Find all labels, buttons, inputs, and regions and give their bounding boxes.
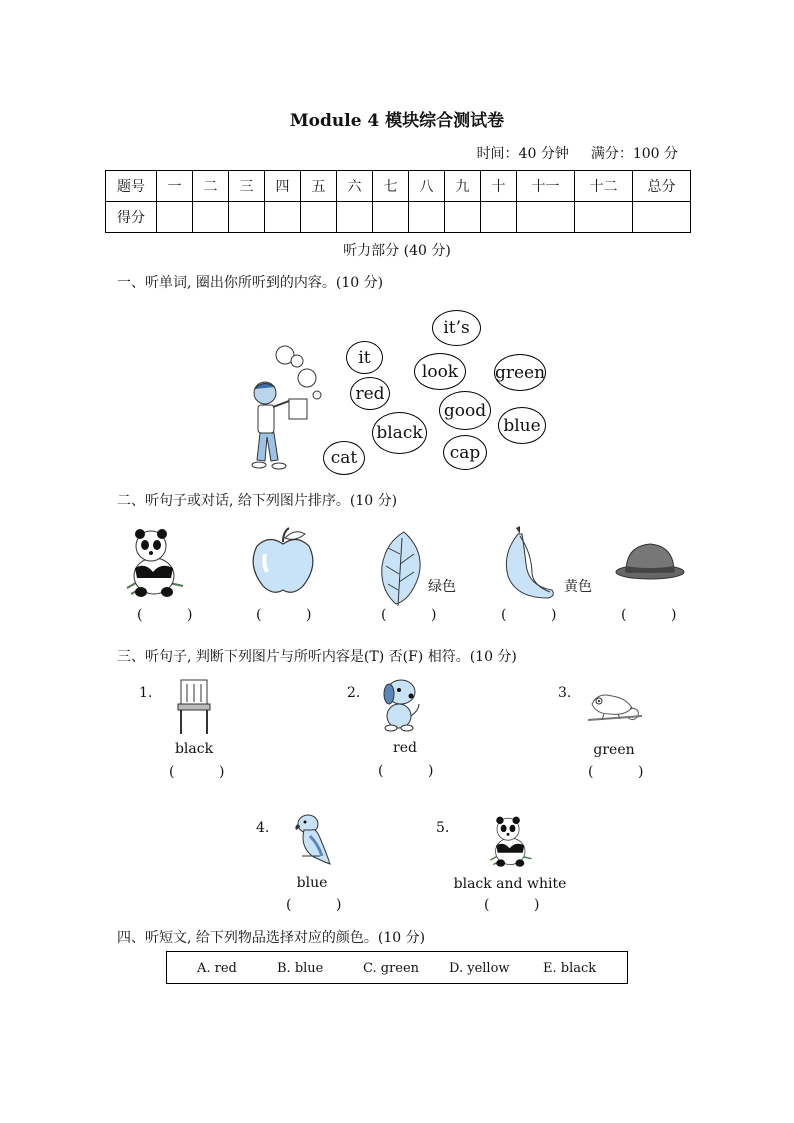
score-col-total: 总分 — [633, 171, 691, 202]
score-cell[interactable] — [481, 202, 517, 233]
listening-section-header: 听力部分 (40 分) — [343, 243, 451, 259]
score-cell[interactable] — [157, 202, 193, 233]
answer-paren[interactable]: ( ) — [501, 607, 557, 623]
option-d: D. yellow — [449, 961, 510, 976]
q3-title: 三、听句子, 判断下列图片与所听内容是(T) 否(F) 相符。(10 分) — [117, 649, 517, 665]
exam-meta — [477, 143, 678, 163]
score-cell[interactable] — [301, 202, 337, 233]
boy-blowing-bubbles-icon — [245, 345, 330, 475]
score-col: 四 — [265, 171, 301, 202]
score-table — [105, 170, 691, 233]
panda-icon — [483, 813, 539, 869]
option-b: B. blue — [277, 961, 324, 976]
score-cell[interactable] — [373, 202, 409, 233]
color-label-yellow: 黄色 — [564, 579, 592, 595]
score-col: 六 — [337, 171, 373, 202]
answer-paren[interactable]: ( ) — [169, 764, 225, 780]
item-caption: blue — [296, 875, 328, 891]
score-cell[interactable] — [265, 202, 301, 233]
answer-paren[interactable]: ( ) — [621, 607, 677, 623]
q1-title: 一、听单词, 圈出你所听到的内容。(10 分) — [117, 275, 384, 291]
score-col: 一 — [157, 171, 193, 202]
word-bubble-blue: blue — [498, 407, 546, 444]
score-cell[interactable] — [445, 202, 481, 233]
score-row-label: 题号 — [106, 171, 157, 202]
score-cell[interactable] — [633, 202, 691, 233]
answer-paren[interactable]: ( ) — [381, 607, 437, 623]
word-bubble-look: look — [414, 353, 466, 390]
word-bubble-good: good — [439, 391, 491, 430]
score-col: 三 — [229, 171, 265, 202]
score-col: 十一 — [517, 171, 575, 202]
score-table-score-row — [106, 202, 691, 233]
item-caption: black and white — [453, 876, 567, 892]
score-cell[interactable] — [575, 202, 633, 233]
score-cell[interactable] — [337, 202, 373, 233]
answer-paren[interactable]: ( ) — [378, 763, 434, 779]
time-limit: 时间：40 分钟 — [476, 146, 569, 162]
score-cell[interactable] — [409, 202, 445, 233]
word-bubble-black: black — [372, 412, 427, 454]
apple-icon — [249, 526, 317, 596]
score-col: 九 — [445, 171, 481, 202]
answer-paren[interactable]: ( ) — [484, 897, 540, 913]
chameleon-icon — [586, 686, 644, 726]
item-number: 2. — [347, 685, 361, 701]
score-table-header-row — [106, 171, 691, 202]
hat-icon — [614, 540, 686, 582]
color-options-box — [166, 951, 628, 984]
dog-icon — [375, 678, 423, 732]
answer-paren[interactable]: ( ) — [137, 607, 193, 623]
panda-icon — [121, 524, 189, 600]
q4-title: 四、听短文, 给下列物品选择对应的颜色。(10 分) — [117, 930, 426, 946]
answer-paren[interactable]: ( ) — [588, 764, 644, 780]
word-bubble-it: it — [346, 341, 383, 374]
parrot-icon — [290, 812, 336, 868]
score-row-label: 得分 — [106, 202, 157, 233]
answer-paren[interactable]: ( ) — [286, 897, 342, 913]
score-col: 七 — [373, 171, 409, 202]
score-col: 八 — [409, 171, 445, 202]
item-number: 5. — [436, 820, 450, 836]
item-caption: red — [393, 740, 417, 756]
score-col: 十二 — [575, 171, 633, 202]
word-bubble-cap: cap — [443, 435, 487, 470]
score-cell[interactable] — [517, 202, 575, 233]
item-number: 3. — [558, 685, 572, 701]
option-e: E. black — [543, 961, 597, 976]
chair-icon — [175, 678, 213, 736]
score-col: 二 — [193, 171, 229, 202]
item-number: 4. — [256, 820, 270, 836]
banana-icon — [498, 524, 560, 602]
color-label-green: 绿色 — [428, 579, 456, 595]
full-score: 满分：100 分 — [590, 146, 678, 162]
item-caption: black — [174, 741, 214, 757]
option-c: C. green — [363, 961, 420, 976]
word-bubble-green: green — [494, 354, 546, 391]
q2-title: 二、听句子或对话, 给下列图片排序。(10 分) — [117, 493, 398, 509]
option-a: A. red — [197, 961, 237, 976]
item-number: 1. — [139, 685, 153, 701]
answer-paren[interactable]: ( ) — [256, 607, 312, 623]
score-cell[interactable] — [193, 202, 229, 233]
page-title: Module 4 模块综合测试卷 — [289, 111, 505, 131]
word-bubble-cat: cat — [323, 441, 365, 475]
word-bubble-red: red — [350, 377, 390, 410]
word-bubble-its: it’s — [432, 310, 481, 346]
score-col: 五 — [301, 171, 337, 202]
leaf-icon — [378, 530, 426, 608]
item-caption: green — [593, 742, 635, 758]
score-col: 十 — [481, 171, 517, 202]
score-cell[interactable] — [229, 202, 265, 233]
